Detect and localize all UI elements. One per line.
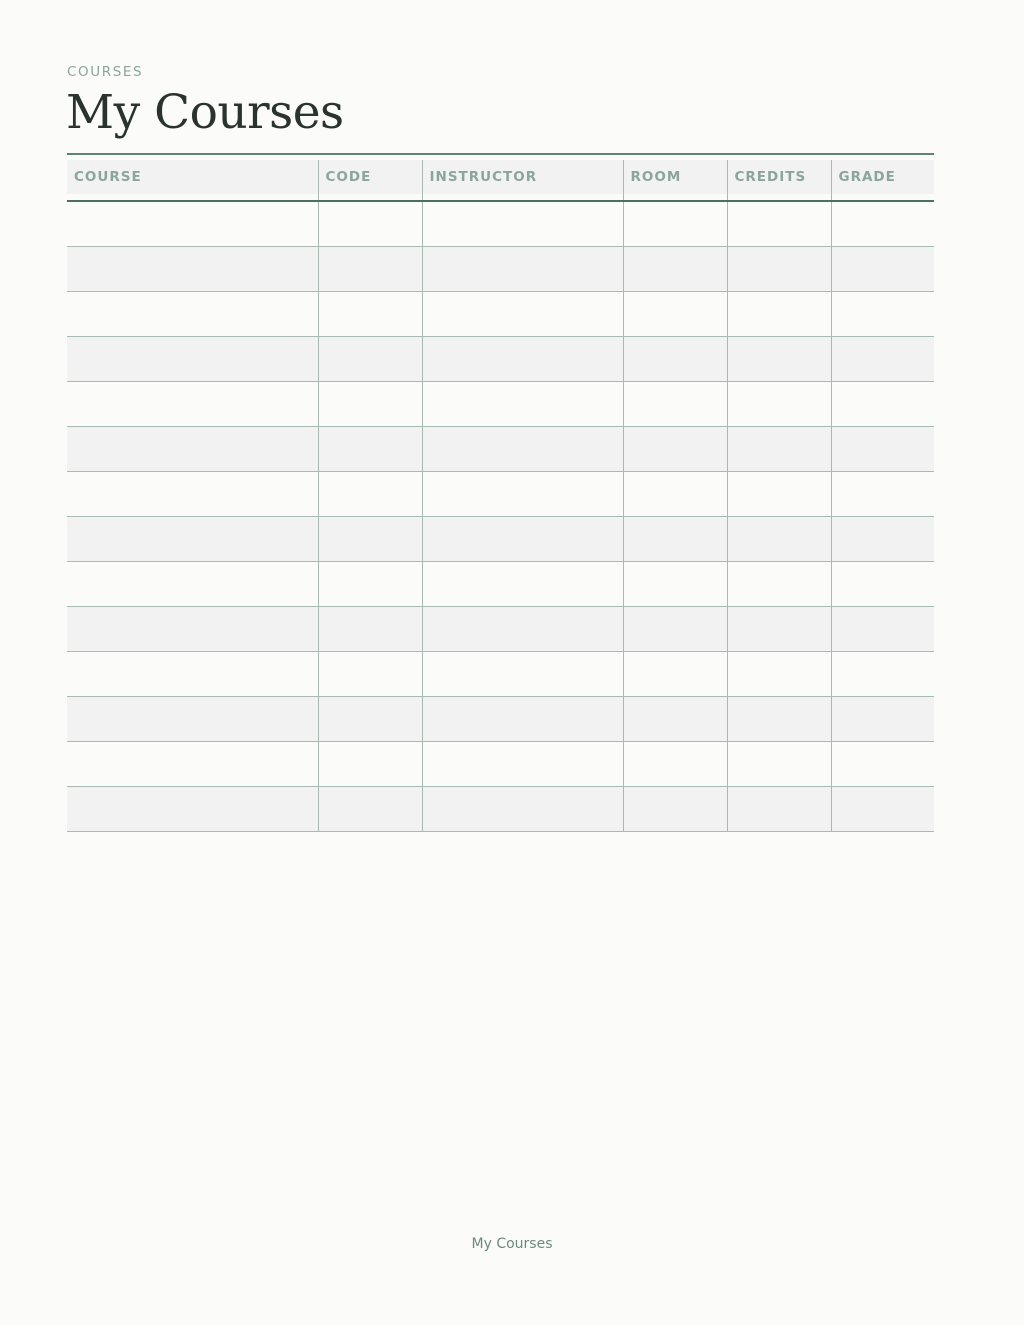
cell-grade[interactable] — [831, 382, 934, 427]
cell-course[interactable] — [67, 742, 318, 787]
cell-grade[interactable] — [831, 337, 934, 382]
cell-course[interactable] — [67, 382, 318, 427]
cell-grade[interactable] — [831, 427, 934, 472]
cell-grade[interactable] — [831, 562, 934, 607]
cell-grade[interactable] — [831, 247, 934, 292]
cell-code[interactable] — [318, 742, 422, 787]
cell-instructor[interactable] — [422, 652, 623, 697]
cell-course[interactable] — [67, 517, 318, 562]
table-row — [67, 607, 934, 652]
cell-grade[interactable] — [831, 201, 934, 247]
cell-code[interactable] — [318, 562, 422, 607]
cell-credits[interactable] — [727, 607, 831, 652]
cell-course[interactable] — [67, 472, 318, 517]
table-row — [67, 562, 934, 607]
cell-grade[interactable] — [831, 742, 934, 787]
column-header-room: ROOM — [623, 160, 727, 194]
cell-grade[interactable] — [831, 292, 934, 337]
table-row — [67, 652, 934, 697]
cell-room[interactable] — [623, 201, 727, 247]
cell-grade[interactable] — [831, 472, 934, 517]
cell-code[interactable] — [318, 652, 422, 697]
cell-room[interactable] — [623, 562, 727, 607]
cell-course[interactable] — [67, 562, 318, 607]
table-row — [67, 201, 934, 247]
cell-instructor[interactable] — [422, 382, 623, 427]
cell-credits[interactable] — [727, 292, 831, 337]
cell-credits[interactable] — [727, 742, 831, 787]
cell-grade[interactable] — [831, 697, 934, 742]
cell-course[interactable] — [67, 201, 318, 247]
cell-instructor[interactable] — [422, 472, 623, 517]
cell-room[interactable] — [623, 382, 727, 427]
cell-room[interactable] — [623, 427, 727, 472]
table-row — [67, 517, 934, 562]
cell-credits[interactable] — [727, 427, 831, 472]
cell-instructor[interactable] — [422, 427, 623, 472]
cell-room[interactable] — [623, 337, 727, 382]
column-header-code: CODE — [318, 160, 422, 194]
cell-code[interactable] — [318, 472, 422, 517]
cell-credits[interactable] — [727, 201, 831, 247]
cell-course[interactable] — [67, 787, 318, 832]
cell-code[interactable] — [318, 382, 422, 427]
cell-instructor[interactable] — [422, 562, 623, 607]
table-row — [67, 742, 934, 787]
cell-code[interactable] — [318, 607, 422, 652]
table-row — [67, 337, 934, 382]
cell-course[interactable] — [67, 337, 318, 382]
cell-code[interactable] — [318, 787, 422, 832]
cell-credits[interactable] — [727, 697, 831, 742]
cell-instructor[interactable] — [422, 607, 623, 652]
page-footer: My Courses — [471, 1236, 553, 1252]
courses-table — [67, 160, 934, 832]
table-row — [67, 292, 934, 337]
cell-credits[interactable] — [727, 382, 831, 427]
column-header-course: COURSE — [67, 160, 318, 194]
cell-room[interactable] — [623, 652, 727, 697]
cell-grade[interactable] — [831, 652, 934, 697]
cell-credits[interactable] — [727, 337, 831, 382]
cell-instructor[interactable] — [422, 742, 623, 787]
cell-room[interactable] — [623, 742, 727, 787]
table-row — [67, 382, 934, 427]
cell-room[interactable] — [623, 697, 727, 742]
cell-credits[interactable] — [727, 517, 831, 562]
cell-room[interactable] — [623, 787, 727, 832]
column-header-instructor: INSTRUCTOR — [422, 160, 623, 194]
table-row — [67, 787, 934, 832]
cell-grade[interactable] — [831, 517, 934, 562]
cell-instructor[interactable] — [422, 292, 623, 337]
table-row — [67, 472, 934, 517]
section-eyebrow: COURSES — [67, 64, 144, 80]
table-row — [67, 697, 934, 742]
cell-course[interactable] — [67, 292, 318, 337]
table-row — [67, 427, 934, 472]
cell-course[interactable] — [67, 607, 318, 652]
cell-code[interactable] — [318, 292, 422, 337]
cell-credits[interactable] — [727, 787, 831, 832]
cell-room[interactable] — [623, 247, 727, 292]
cell-room[interactable] — [623, 472, 727, 517]
column-header-credits: CREDITS — [727, 160, 831, 194]
table-body — [67, 201, 934, 832]
cell-course[interactable] — [67, 652, 318, 697]
title-divider — [67, 153, 934, 155]
cell-room[interactable] — [623, 607, 727, 652]
cell-instructor[interactable] — [422, 787, 623, 832]
cell-instructor[interactable] — [422, 247, 623, 292]
cell-instructor[interactable] — [422, 697, 623, 742]
column-header-grade: GRADE — [831, 160, 934, 194]
cell-course[interactable] — [67, 697, 318, 742]
page-title: My Courses — [66, 85, 344, 140]
cell-instructor[interactable] — [422, 517, 623, 562]
cell-code[interactable] — [318, 337, 422, 382]
cell-course[interactable] — [67, 247, 318, 292]
cell-credits[interactable] — [727, 652, 831, 697]
cell-room[interactable] — [623, 292, 727, 337]
cell-room[interactable] — [623, 517, 727, 562]
cell-grade[interactable] — [831, 787, 934, 832]
table-row — [67, 247, 934, 292]
cell-code[interactable] — [318, 201, 422, 247]
cell-code[interactable] — [318, 427, 422, 472]
header-spacer — [67, 194, 934, 201]
cell-grade[interactable] — [831, 607, 934, 652]
cell-code[interactable] — [318, 517, 422, 562]
cell-credits[interactable] — [727, 247, 831, 292]
table-header — [67, 160, 934, 201]
cell-code[interactable] — [318, 697, 422, 742]
cell-code[interactable] — [318, 247, 422, 292]
cell-instructor[interactable] — [422, 337, 623, 382]
cell-credits[interactable] — [727, 562, 831, 607]
cell-course[interactable] — [67, 427, 318, 472]
cell-instructor[interactable] — [422, 201, 623, 247]
cell-credits[interactable] — [727, 472, 831, 517]
